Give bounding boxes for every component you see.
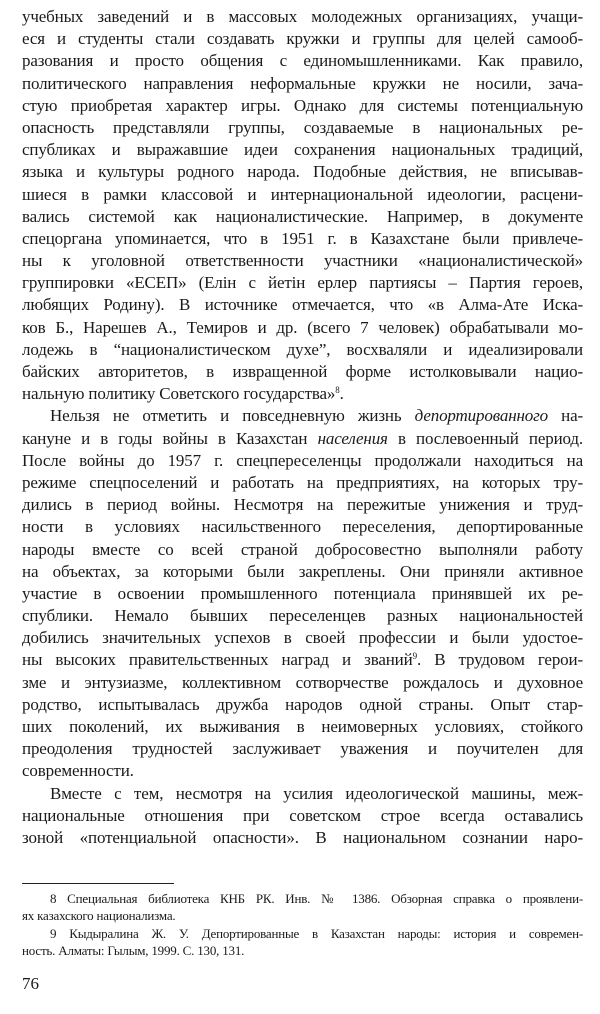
text-segment: учебных заведений и в массовых молодежных организациях, учащи- xyxy=(22,7,583,26)
text-line xyxy=(22,450,583,472)
footnote xyxy=(22,890,583,924)
text-line xyxy=(22,694,583,716)
text-segment: участие в освоении промышленного потенциала принявшей их ре- xyxy=(22,583,583,603)
text-segment: преодоления трудностей заслуживает уважения и поучителен для xyxy=(22,739,583,759)
text-segment: Нельзя не отметить и повседневную жизнь xyxy=(50,406,415,426)
footnote-line: ях казахского национализма. xyxy=(22,908,176,923)
page-number: 76 xyxy=(22,974,39,993)
text-line xyxy=(22,317,583,339)
text-line xyxy=(22,561,583,583)
text-segment: зме и энтузиазме, коллективном сотворчестве рождалось и духовное xyxy=(22,672,583,692)
text-line xyxy=(22,383,583,405)
italic-text: населения xyxy=(317,428,388,448)
text-segment: нальную политику Советского государства» xyxy=(22,384,336,404)
text-line xyxy=(22,494,583,516)
text-segment: современности. xyxy=(22,761,134,781)
text-segment: на- xyxy=(547,406,583,426)
footnote-divider xyxy=(22,883,174,884)
text-segment: вались системой как националистические. Например, в документе xyxy=(22,206,583,226)
text-segment: на объектах, за которыми были закреплены. Они приняли активное xyxy=(22,561,583,581)
text-segment: . xyxy=(339,384,344,404)
text-segment: зоной «потенциальной опасности». В национальном сознании наро- xyxy=(22,827,583,847)
text-line xyxy=(22,627,583,649)
text-line xyxy=(22,516,583,538)
text-line xyxy=(22,738,583,760)
text-segment: ны к уголовной ответственности участники «националистической» xyxy=(22,251,583,271)
text-line xyxy=(22,361,583,383)
text-segment: родство, испытывалась дружба народов одной страны. Опыт стар- xyxy=(22,694,583,714)
text-segment: спецоргана упоминается, что в 1951 г. в Казахстане были привлече- xyxy=(22,228,583,248)
text-segment: ков Б., Нарешев А., Темиров и др. (всего 7 человек) обрабатывали мо- xyxy=(22,317,583,337)
text-line xyxy=(22,250,583,272)
footnote-line: ность. Алматы: Гылым, 1999. С. 130, 131. xyxy=(22,943,245,958)
text-segment: политического направления неформальные кружки не носили, зача- xyxy=(22,73,583,93)
text-segment: добились значительных успехов в своей профессии и были удостое- xyxy=(22,628,583,648)
text-line xyxy=(22,28,583,50)
footnote-reference: 8 xyxy=(335,385,340,396)
text-line xyxy=(22,672,583,694)
paragraph xyxy=(22,6,583,405)
text-segment: ших поколений, их выживания в неимоверных условиях, стойкого xyxy=(22,717,583,736)
italic-text: депортированного xyxy=(414,406,548,426)
text-segment: языка и культуры родного народа. Подобные действия, не вписывав- xyxy=(22,162,583,182)
text-line xyxy=(22,339,583,361)
text-segment: ны высоких правительственных наград и званий xyxy=(22,650,413,670)
body-text xyxy=(22,6,583,849)
text-segment: ности в условиях насильственного переселения, депортированные xyxy=(22,517,583,537)
text-line xyxy=(22,50,583,72)
text-line xyxy=(22,272,583,294)
footnote-line: 8 Специальная библиотека КНБ РК. Инв. № 1386. Обзорная справка о проявлени- xyxy=(50,891,583,906)
paragraph xyxy=(22,783,583,850)
text-segment: Вместе с тем, несмотря на усилия идеологической машины, меж- xyxy=(50,783,583,803)
text-segment: еся и студенты стали создавать кружки и группы для целей самооб- xyxy=(22,29,583,49)
text-segment: режиме спецпоселений и работать на предприятиях, на которых тру- xyxy=(22,472,583,492)
text-line xyxy=(22,760,583,782)
text-segment: национальные отношения при советском строе всегда оставались xyxy=(22,805,583,825)
footnote-line: 9 Кыдыралина Ж. У. Депортированные в Казахстан народы: история и современ- xyxy=(50,926,583,941)
text-segment: спубликах и выражавшие идеи сохранения национальных традиций, xyxy=(22,140,583,160)
text-line xyxy=(22,184,583,206)
text-line xyxy=(22,827,583,849)
text-line xyxy=(22,605,583,627)
text-line xyxy=(22,228,583,250)
text-segment: После войны до 1957 г. спецпереселенцы продолжали находиться на xyxy=(22,450,583,470)
text-line xyxy=(22,649,583,671)
text-segment: стую приобретая характер игры. Однако для системы потенциальную xyxy=(22,95,583,115)
text-line xyxy=(22,139,583,161)
text-line xyxy=(22,428,583,450)
text-line xyxy=(22,294,583,316)
text-line xyxy=(22,783,583,805)
text-line xyxy=(22,405,583,427)
text-segment: народы вместе со всей страной добросовестно выполняли работу xyxy=(22,539,583,559)
text-segment: группировки «ЕСЕП» (Елін с йетін ерлер партиясы – Партия героев, xyxy=(22,273,583,293)
text-segment: дились в период войны. Несмотря на пережитые унижения и труд- xyxy=(22,495,583,515)
text-segment: опасность представляли группы, создаваемые в национальных ре- xyxy=(22,117,583,137)
text-line xyxy=(22,161,583,183)
text-segment: . В трудовом герои- xyxy=(416,650,583,670)
text-line xyxy=(22,583,583,605)
text-segment: спублики. Немало бывших переселенцев разных национальностей xyxy=(22,606,583,626)
text-segment: шиеся в рамки классовой и интернациональной идеологии, расцени- xyxy=(22,184,583,204)
text-segment: кануне и в годы войны в Казахстан xyxy=(22,428,318,448)
text-line xyxy=(22,117,583,139)
text-line xyxy=(22,472,583,494)
text-line xyxy=(22,716,583,738)
text-line xyxy=(22,73,583,95)
text-line xyxy=(22,539,583,561)
paragraph xyxy=(22,405,583,782)
text-segment: разования и просто общения с единомышленниками. Как правило, xyxy=(22,51,583,71)
text-segment: любящих Родину). В источнике отмечается, что «в Алма-Ате Иска- xyxy=(22,295,583,315)
footnotes xyxy=(22,890,583,960)
text-line xyxy=(22,206,583,228)
text-line xyxy=(22,6,583,28)
footnote-reference: 9 xyxy=(412,651,417,662)
text-line xyxy=(22,805,583,827)
footnote xyxy=(22,925,583,959)
text-segment: лодежь в “националистическом духе”, восхваляли и идеализировали xyxy=(22,339,583,359)
text-segment: байских авторитетов, в извращенной форме истолковывали нацио- xyxy=(22,362,583,381)
text-line xyxy=(22,95,583,117)
text-segment: в послевоенный период. xyxy=(387,428,583,448)
